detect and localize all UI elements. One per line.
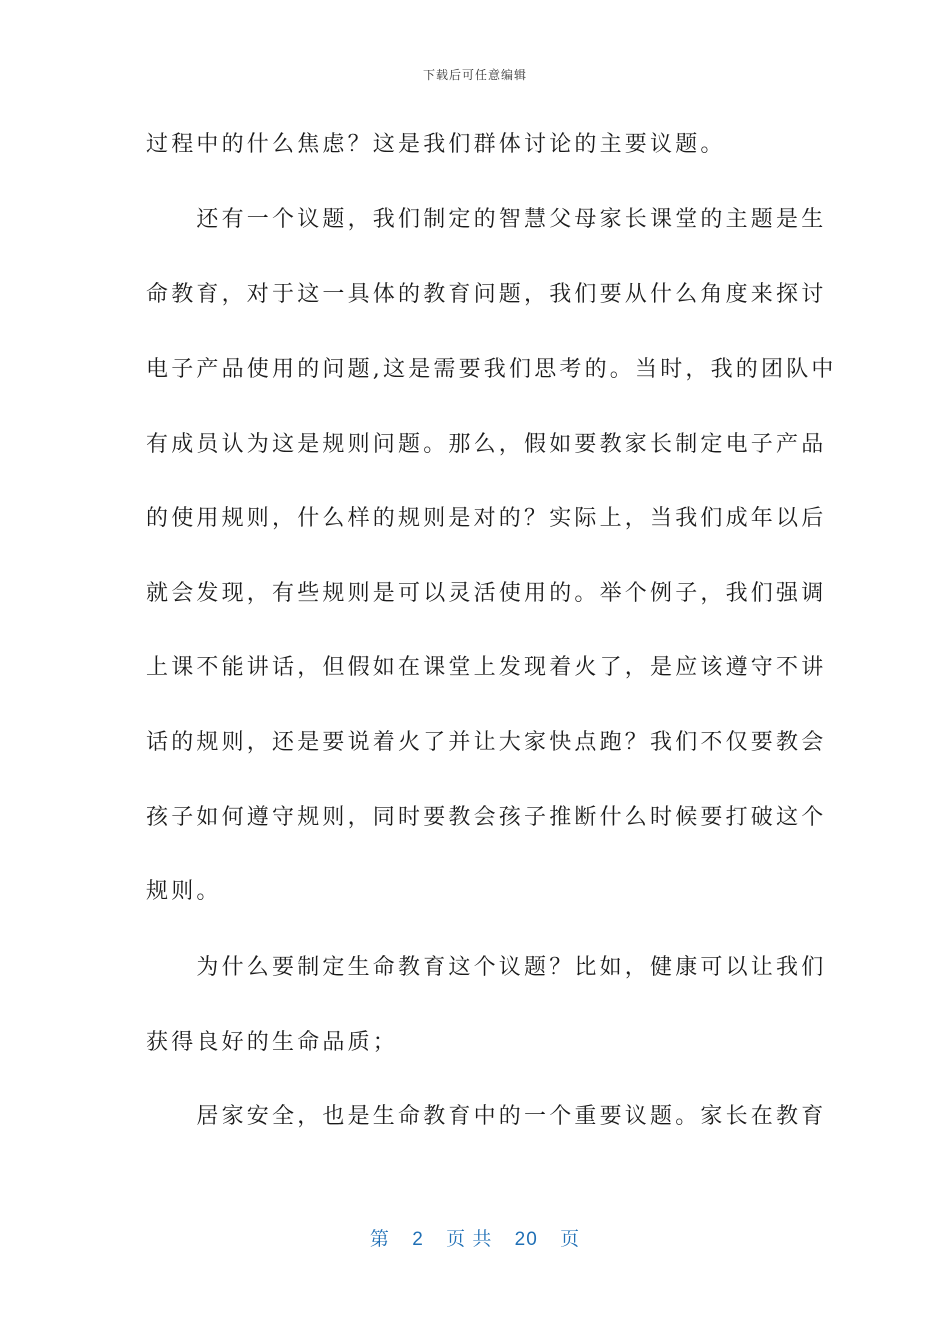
text-line: 有成员认为这是规则问题。那么，假如要教家长制定电子产品 [146, 432, 827, 457]
text-line: 孩子如何遵守规则，同时要教会孩子推断什么时候要打破这个 [146, 805, 827, 830]
footer-prefix: 第 [369, 1229, 390, 1250]
page-footer [0, 1224, 950, 1251]
page-header: 下载后可任意编辑 [422, 68, 527, 82]
text-line: 的使用规则，什么样的规则是对的？实际上，当我们成年以后 [146, 506, 827, 531]
footer-suffix: 页 [560, 1229, 581, 1250]
text-line: 上课不能讲话，但假如在课堂上发现着火了，是应该遵守不讲 [146, 655, 827, 680]
text-line: 为什么要制定生命教育这个议题？比如，健康可以让我们 [146, 955, 827, 980]
text-line: 电子产品使用的问题,这是需要我们思考的。当时，我的团队中 [146, 357, 837, 382]
footer-middle: 页 共 [446, 1229, 493, 1250]
text-line: 规则。 [146, 879, 222, 904]
text-line: 就会发现，有些规则是可以灵活使用的。举个例子，我们强调 [146, 581, 827, 606]
text-line: 过程中的什么焦虑？这是我们群体讨论的主要议题。 [146, 132, 726, 157]
text-line: 命教育，对于这一具体的教育问题，我们要从什么角度来探讨 [146, 282, 827, 307]
text-line: 还有一个议题，我们制定的智慧父母家长课堂的主题是生 [146, 207, 827, 232]
text-line: 居家安全，也是生命教育中的一个重要议题。家长在教育 [146, 1104, 827, 1129]
text-line: 话的规则，还是要说着火了并让大家快点跑？我们不仅要教会 [146, 730, 827, 755]
current-page-number: 2 [412, 1229, 424, 1250]
total-page-count: 20 [514, 1229, 538, 1250]
text-line: 获得良好的生命品质； [146, 1030, 399, 1055]
